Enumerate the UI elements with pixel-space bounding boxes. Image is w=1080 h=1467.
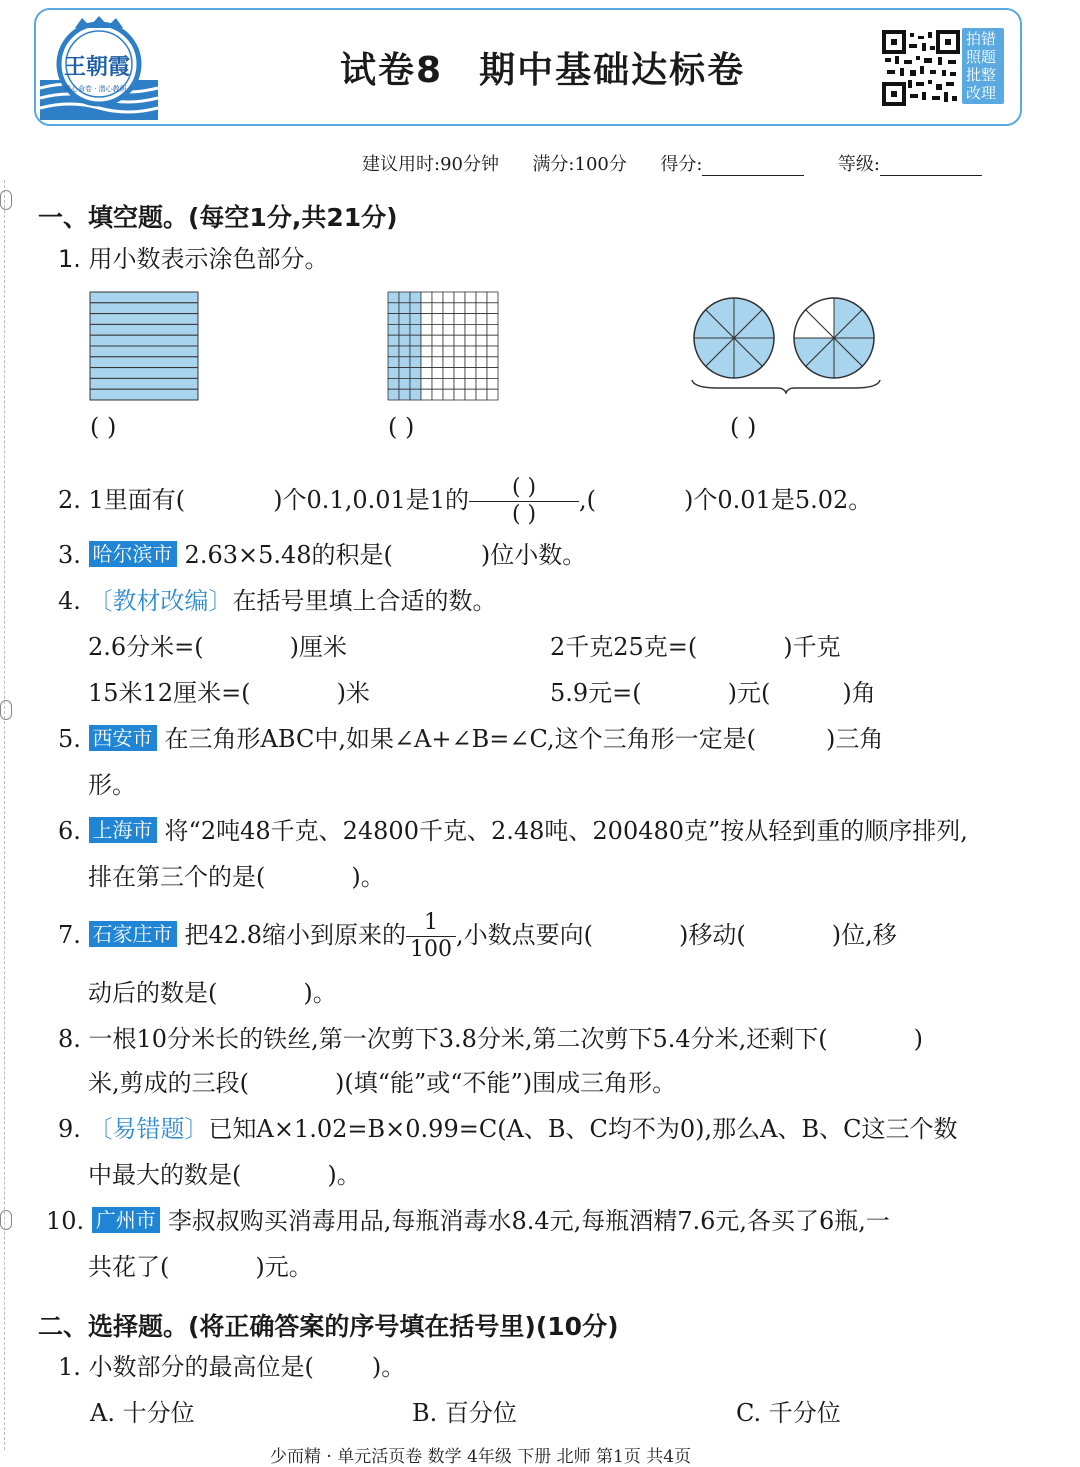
grid-cell (465, 324, 476, 335)
grid-cell (454, 357, 465, 368)
grid-cell (454, 314, 465, 325)
grid-cell (454, 303, 465, 314)
binding-mark (0, 700, 12, 720)
full-score: 满分:100分 (532, 154, 627, 175)
grid-cell (399, 346, 410, 357)
grid-cell (432, 292, 443, 303)
grid-cell (388, 335, 399, 346)
region-tag: 石家庄市 (89, 921, 177, 947)
grid-cell (421, 368, 432, 379)
grid-cell (388, 389, 399, 400)
grid-cell (476, 378, 487, 389)
grid-cell (465, 335, 476, 346)
grid-cell (476, 303, 487, 314)
grid-cell (443, 378, 454, 389)
grid-cell (410, 314, 421, 325)
source-tag: 〔易错题〕 (88, 1115, 209, 1143)
grid-cell (465, 346, 476, 357)
question-3: 3. 哈尔滨市 2.63×5.48的积是( )位小数。 (58, 541, 587, 569)
grid-cell (421, 346, 432, 357)
qr-label: 拍错 照题 批整 改理 (962, 28, 1004, 104)
grid-cell (443, 324, 454, 335)
answer-blank-1[interactable]: ( ) (90, 413, 117, 441)
answer-blank-2[interactable]: ( ) (388, 413, 415, 441)
grid-cell (410, 303, 421, 314)
grid-cell (476, 314, 487, 325)
grid-cell (476, 389, 487, 400)
strip-cell (90, 346, 198, 357)
grid-cell (465, 378, 476, 389)
grid-cell (399, 324, 410, 335)
figure-grid (386, 290, 500, 406)
grid-cell (432, 346, 443, 357)
grid-cell (388, 368, 399, 379)
strip-cell (90, 389, 198, 400)
grid-cell (410, 389, 421, 400)
binding-line (4, 180, 5, 1450)
grid-cell (476, 292, 487, 303)
grid-cell (388, 292, 399, 303)
question-5: 5. 西安市 在三角形ABC中,如果∠A+∠B=∠C,这个三角形一定是( )三角 (58, 725, 884, 753)
grid-cell (465, 303, 476, 314)
grid-cell (476, 335, 487, 346)
grid-cell (465, 292, 476, 303)
grid-cell (432, 378, 443, 389)
grid-cell (443, 335, 454, 346)
grid-cell (465, 357, 476, 368)
question-7-cont: 动后的数是( )。 (88, 979, 337, 1007)
qr-code-icon[interactable] (882, 30, 960, 110)
grid-cell (432, 368, 443, 379)
exam-meta (362, 150, 982, 176)
logo-subtitle: 精心命卷 · 潜心教研 (64, 85, 127, 93)
question-8-cont: 米,剪成的三段( )(填“能”或“不能”)围成三角形。 (88, 1069, 677, 1097)
grid-cell (421, 357, 432, 368)
grid-cell (487, 314, 498, 325)
grid-cell (432, 389, 443, 400)
page-title (340, 42, 745, 93)
question-1: 1. 用小数表示涂色部分。 (58, 245, 329, 273)
question-4-row-2b: 5.9元=( )元( )角 (550, 679, 876, 707)
question-4: 4. 〔教材改编〕在括号里填上合适的数。 (58, 587, 497, 615)
option-a[interactable]: A. 十分位 (90, 1399, 195, 1427)
question-2: 2. 1里面有( )个0.1,0.01是1的 $\frac{( )}{( )}$ ,( )个0.01是5.02。 (58, 475, 873, 527)
title-paper-number: 试卷8 (340, 50, 444, 91)
page-footer: 少而精 · 单元活页卷 数学 4年级 下册 北师 第1页 共4页 (270, 1447, 692, 1467)
grid-cell (410, 346, 421, 357)
region-tag: 哈尔滨市 (89, 541, 177, 567)
grid-cell (421, 292, 432, 303)
grid-cell (399, 292, 410, 303)
grid-cell (399, 314, 410, 325)
grid-cell (399, 368, 410, 379)
question-6: 6. 上海市 将“2吨48千克、24800千克、2.48吨、200480克”按从轻到重的顺序排列, (58, 817, 968, 845)
grid-cell (421, 378, 432, 389)
question-10: 10. 广州市 李叔叔购买消毒用品,每瓶消毒水8.4元,每瓶酒精7.6元,各买了6瓶,一 (46, 1207, 890, 1235)
score-field[interactable] (702, 155, 804, 176)
grid-cell (399, 389, 410, 400)
question-6-cont: 排在第三个的是( )。 (88, 863, 385, 891)
grid-cell (399, 378, 410, 389)
strip-cell (90, 303, 198, 314)
grid-cell (487, 324, 498, 335)
strip-cell (90, 368, 198, 379)
grid-cell (487, 303, 498, 314)
grid-cell (421, 335, 432, 346)
strip-cell (90, 335, 198, 346)
suggested-time: 建议用时:90分钟 (362, 154, 499, 175)
brace (692, 380, 880, 393)
grid-cell (465, 389, 476, 400)
option-c[interactable]: C. 千分位 (736, 1399, 841, 1427)
grid-cell (454, 292, 465, 303)
grade-label: 等级: (837, 154, 880, 175)
choice-question-1: 1. 小数部分的最高位是( )。 (58, 1353, 406, 1381)
grid-cell (443, 357, 454, 368)
logo-text: 王朝霞 (64, 54, 131, 80)
title-paper-name: 期中基础达标卷 (479, 50, 746, 91)
grid-cell (421, 303, 432, 314)
grid-cell (388, 314, 399, 325)
strip-cell (90, 314, 198, 325)
grid-cell (443, 368, 454, 379)
answer-blank-3[interactable]: ( ) (730, 413, 757, 441)
grid-cell (443, 389, 454, 400)
source-tag: 〔教材改编〕 (88, 587, 233, 615)
grid-cell (399, 335, 410, 346)
binding-mark (0, 190, 12, 210)
grid-cell (410, 378, 421, 389)
grid-cell (421, 324, 432, 335)
grid-cell (410, 335, 421, 346)
grid-cell (388, 378, 399, 389)
strip-cell (90, 378, 198, 389)
grid-cell (487, 389, 498, 400)
grid-cell (465, 368, 476, 379)
question-4-row-1a: 2.6分米=( )厘米 (88, 633, 348, 661)
grid-cell (432, 303, 443, 314)
grid-cell (487, 368, 498, 379)
grid-cell (388, 346, 399, 357)
binding-mark (0, 1210, 12, 1230)
grid-cell (388, 357, 399, 368)
question-4-row-1b: 2千克25克=( )千克 (550, 633, 841, 661)
figure-circles (688, 294, 884, 398)
option-b[interactable]: B. 百分位 (412, 1399, 517, 1427)
strip-cell (90, 292, 198, 303)
grid-cell (454, 335, 465, 346)
question-4-row-2a: 15米12厘米=( )米 (88, 679, 370, 707)
question-9-cont: 中最大的数是( )。 (88, 1161, 361, 1189)
grid-cell (465, 314, 476, 325)
grid-cell (487, 292, 498, 303)
score-label: 得分: (660, 154, 703, 175)
grid-cell (388, 303, 399, 314)
fraction-one-hundredth: $\frac{1}{100}$ (406, 910, 456, 963)
grid-cell (399, 303, 410, 314)
grid-cell (410, 368, 421, 379)
section-heading-fill-blank: 一、填空题。(每空1分,共21分) (38, 203, 398, 232)
question-8: 8. 一根10分米长的铁丝,第一次剪下3.8分米,第二次剪下5.4分米,还剩下( ) (58, 1025, 924, 1053)
grid-cell (454, 389, 465, 400)
grid-cell (432, 314, 443, 325)
grid-cell (421, 389, 432, 400)
grid-cell (476, 346, 487, 357)
grid-cell (443, 292, 454, 303)
fraction-blank[interactable]: $\frac{( )}{( )}$ (469, 475, 579, 528)
grid-cell (443, 346, 454, 357)
grid-cell (410, 357, 421, 368)
grid-cell (421, 314, 432, 325)
region-tag: 广州市 (92, 1207, 160, 1233)
grid-cell (443, 314, 454, 325)
figure-strips (88, 290, 200, 406)
grid-cell (487, 357, 498, 368)
grid-cell (432, 357, 443, 368)
grid-cell (487, 378, 498, 389)
question-9: 9. 〔易错题〕已知A×1.02=B×0.99=C(A、B、C均不为0),那么A、B、C这三个数 (58, 1115, 958, 1143)
grid-cell (476, 324, 487, 335)
strip-cell (90, 357, 198, 368)
grade-field[interactable] (880, 155, 982, 176)
strip-cell (90, 324, 198, 335)
grid-cell (487, 335, 498, 346)
question-10-cont: 共花了( )元。 (88, 1253, 313, 1281)
grid-cell (454, 324, 465, 335)
grid-cell (476, 368, 487, 379)
grid-cell (476, 357, 487, 368)
grid-cell (454, 378, 465, 389)
grid-cell (443, 303, 454, 314)
section-heading-multiple-choice: 二、选择题。(将正确答案的序号填在括号里)(10分) (38, 1312, 619, 1341)
question-5-cont: 形。 (88, 771, 136, 799)
question-7: 7. 石家庄市 把42.8缩小到原来的 $\frac{1}{100}$ ,小数点要向( )移动( )位,移 (58, 910, 897, 962)
grid-cell (487, 346, 498, 357)
grid-cell (432, 335, 443, 346)
grid-cell (432, 324, 443, 335)
grid-cell (399, 357, 410, 368)
region-tag: 西安市 (89, 725, 157, 751)
grid-cell (454, 368, 465, 379)
grid-cell (410, 324, 421, 335)
region-tag: 上海市 (89, 817, 157, 843)
grid-cell (410, 292, 421, 303)
grid-cell (388, 324, 399, 335)
grid-cell (454, 346, 465, 357)
